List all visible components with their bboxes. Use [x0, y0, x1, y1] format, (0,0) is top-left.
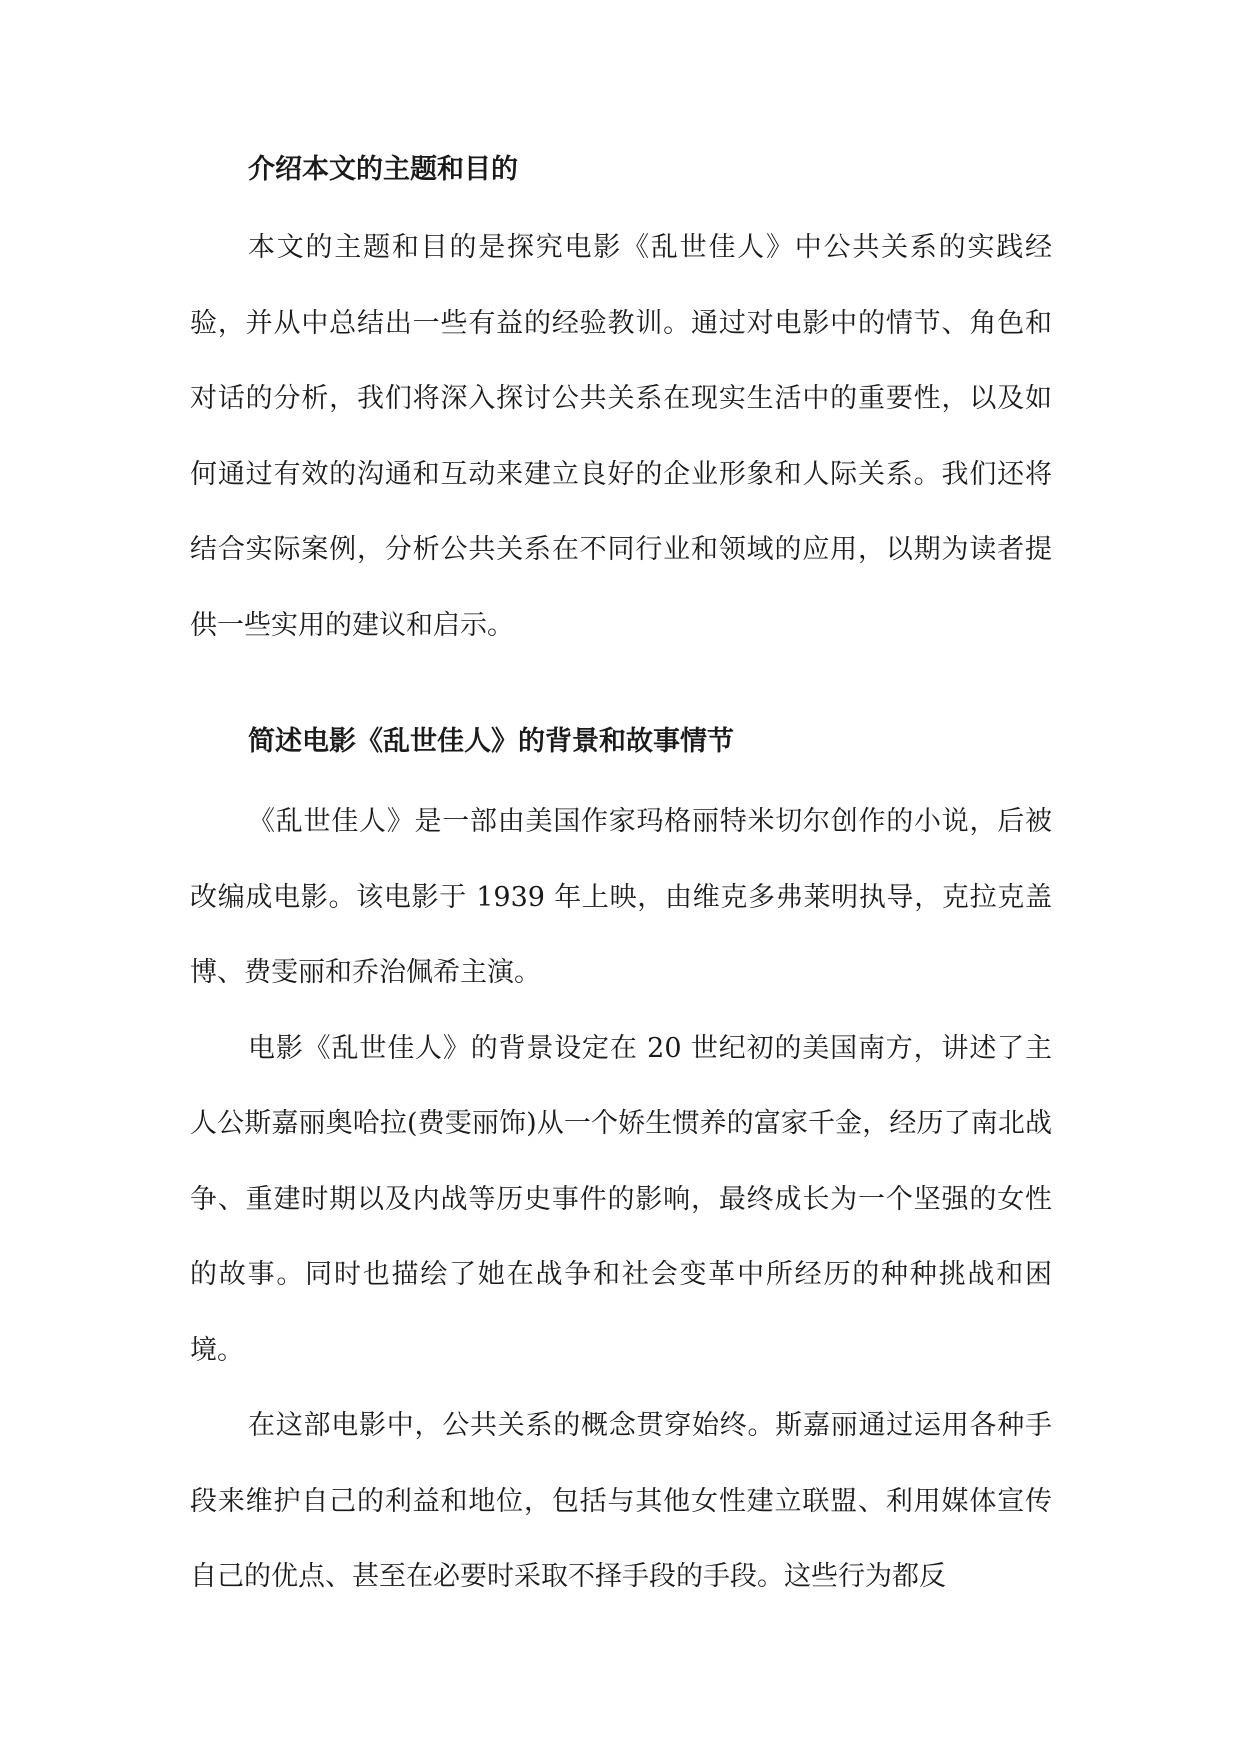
- document-page: [190, 140, 1052, 1615]
- section-heading: 简述电影《乱世佳人》的背景和故事情节: [248, 726, 734, 757]
- section-heading: 介绍本文的主题和目的: [248, 154, 518, 185]
- body-paragraph: 本文的主题和目的是探究电影《乱世佳人》中公共关系的实践经验，并从中总结出一些有益的经验教训。通过对电影中的情节、角色和对话的分析，我们将深入探讨公共关系在现实生活中的重要性，以及如何通过有效的沟通和互动来建立良好的企业形象和人际关系。我们还将结合实际案例，分析公共关系在不同行业和领域的应用，以期为读者提供一些实用的建议和启示。: [190, 232, 1052, 641]
- section-spacer: [190, 663, 1052, 712]
- body-paragraph: 《乱世佳人》是一部由美国作家玛格丽特米切尔创作的小说，后被改编成电影。该电影于 1939 年上映，由维克多弗莱明执导，克拉克盖博、费雯丽和乔治佩希主演。: [190, 806, 1052, 988]
- section-introduction: [190, 140, 1052, 663]
- section-film-background: [190, 712, 1052, 1615]
- body-paragraph: 在这部电影中，公共关系的概念贯穿始终。斯嘉丽通过运用各种手段来维护自己的利益和地位，包括与其他女性建立联盟、利用媒体宣传自己的优点、甚至在必要时采取不择手段的手段。这些行为都反: [190, 1410, 1052, 1592]
- body-paragraph: 电影《乱世佳人》的背景设定在 20 世纪初的美国南方，讲述了主人公斯嘉丽奥哈拉(费雯丽饰)从一个娇生惯养的富家千金，经历了南北战争、重建时期以及内战等历史事件的影响，最终成长为一个坚强的女性的故事。同时也描绘了她在战争和社会变革中所经历的种种挑战和困境。: [190, 1032, 1052, 1366]
